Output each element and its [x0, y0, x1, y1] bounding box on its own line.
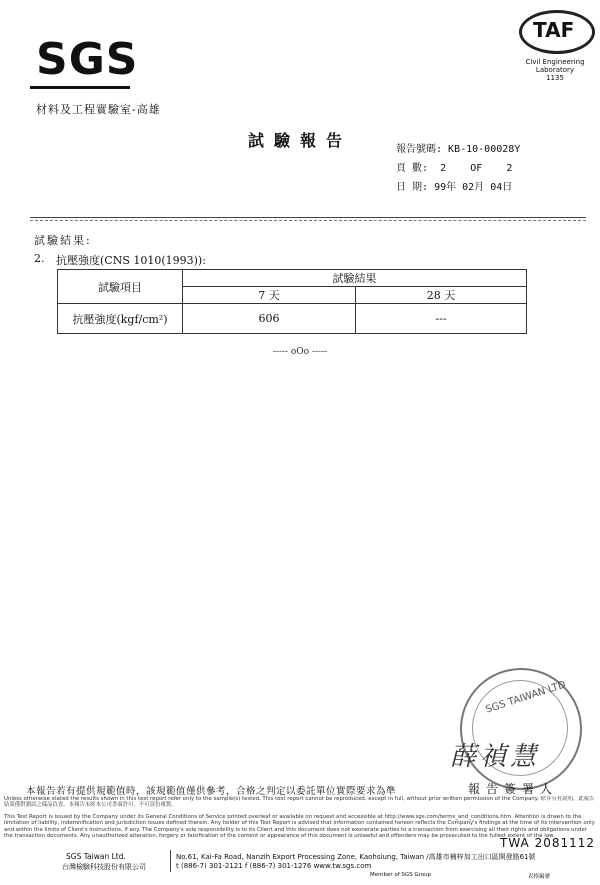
divider — [30, 220, 586, 221]
company-contact: t (886-7) 301-2121 f (886-7) 301-1276 www.tw.sgs.com — [176, 862, 372, 870]
taf-subtitle-line: Laboratory — [535, 66, 575, 74]
twa-number: TWA 2081112 — [500, 836, 596, 850]
value-7-day: 606 — [183, 304, 356, 334]
taf-subtitle-line: 1135 — [546, 74, 564, 82]
end-mark: ----- oOo ----- — [272, 347, 328, 357]
logo-underline — [30, 86, 130, 89]
results-heading: 試驗結果: — [34, 234, 92, 247]
group-header-cell: 試驗結果 — [183, 270, 527, 287]
taf-subtitle-line: Civil Engineering — [525, 58, 585, 66]
report-meta — [396, 140, 520, 197]
signature: 薛禎慧 — [450, 742, 541, 772]
report-number: KB-10-00028Y — [448, 144, 521, 155]
date-label: 日 期 — [396, 182, 423, 193]
company-address: No.61, Kai-Fa Road, Nanzih Export Processing Zone, Kaohsiung, Taiwan /高雄市楠梓加工出口區開發路61號 — [176, 853, 536, 861]
report-number-label: 報告號碼 — [396, 144, 436, 155]
spec-notice: 本報告若有提供規範值時，該規範值僅供參考，合格之判定以委託單位實際要求為準 — [26, 786, 397, 797]
divider — [30, 217, 586, 218]
item-title: 抗壓強度(CNS 1010(1993)): — [56, 254, 206, 267]
col-28-day-header: 28 天 — [356, 287, 527, 304]
page-count-label: 頁 數 — [396, 163, 423, 174]
company-name-zh: 台灣檢驗科技股份有限公司 — [62, 863, 146, 871]
date-row: 日 期: 99年 02月 04日 — [396, 182, 513, 193]
taf-subtitle — [520, 58, 590, 82]
report-number-row: 報告號碼: KB-10-00028Y — [396, 144, 521, 155]
footer-separator — [170, 850, 171, 872]
report-date: 99年 02月 04日 — [434, 182, 513, 193]
value-28-day: --- — [356, 304, 527, 334]
col-7-day-header: 7 天 — [183, 287, 356, 304]
page-current: 2 — [440, 163, 447, 174]
group-membership: Member of SGS Group — [370, 872, 432, 878]
page-count-row: 頁 數: 2 OF 2 — [396, 163, 513, 174]
page-total: 2 — [506, 163, 513, 174]
document-title: 試驗報告 — [247, 131, 352, 150]
fine-print-terms: This Test Report is issued by the Company under its General Conditions of Service printed overleaf or available on request and accessible at http://www.sgs.com/terms_and_conditions.htm. Attention is drawn to the limitation of liability, indemnification and jurisdiction issues defined therein. Any holder of this Test Report is advised that information contained hereon reflects the Company's findings at the time of its intervention only and within the limits of Client's instructions, if any. The Company's sole responsibility is to its Client and this document does not exonerate parties to a transaction from exercising all their rights and obligations under the transaction documents. Any unauthorized alteration, forgery or falsification of the content or appearance of this document is unlawful and offenders may be prosecuted to the fullest extent of the law. — [4, 814, 595, 839]
fine-print-reproduction: Unless otherwise stated the results shown in this test report refer only to the sample(s) tested. This test report cannot be reproduced, except in full, without prior written permission of the Company. 除非另有說明，此報告結果僅對測試之樣品負責。本報告未經本公司書面許可，不可部份複製。 — [4, 796, 595, 809]
sgs-logo: SGS — [36, 34, 139, 85]
page-of: OF — [470, 163, 483, 174]
results-table — [57, 269, 527, 334]
row-label-cell: 抗壓強度(kgf/cm²) — [58, 304, 183, 334]
row-header-cell: 試驗項目 — [58, 270, 183, 304]
form-code: 表格編號 — [528, 874, 551, 880]
item-number: 2. — [34, 252, 45, 265]
taf-logo: TAF — [533, 18, 575, 42]
company-name-en: SGS Taiwan Ltd. — [66, 852, 126, 861]
lab-name: 材料及工程實驗室-高雄 — [36, 103, 161, 116]
seal-text: SGS TAIWAN LTD — [484, 679, 568, 716]
signatory-label: 報告簽署人 — [468, 782, 559, 796]
